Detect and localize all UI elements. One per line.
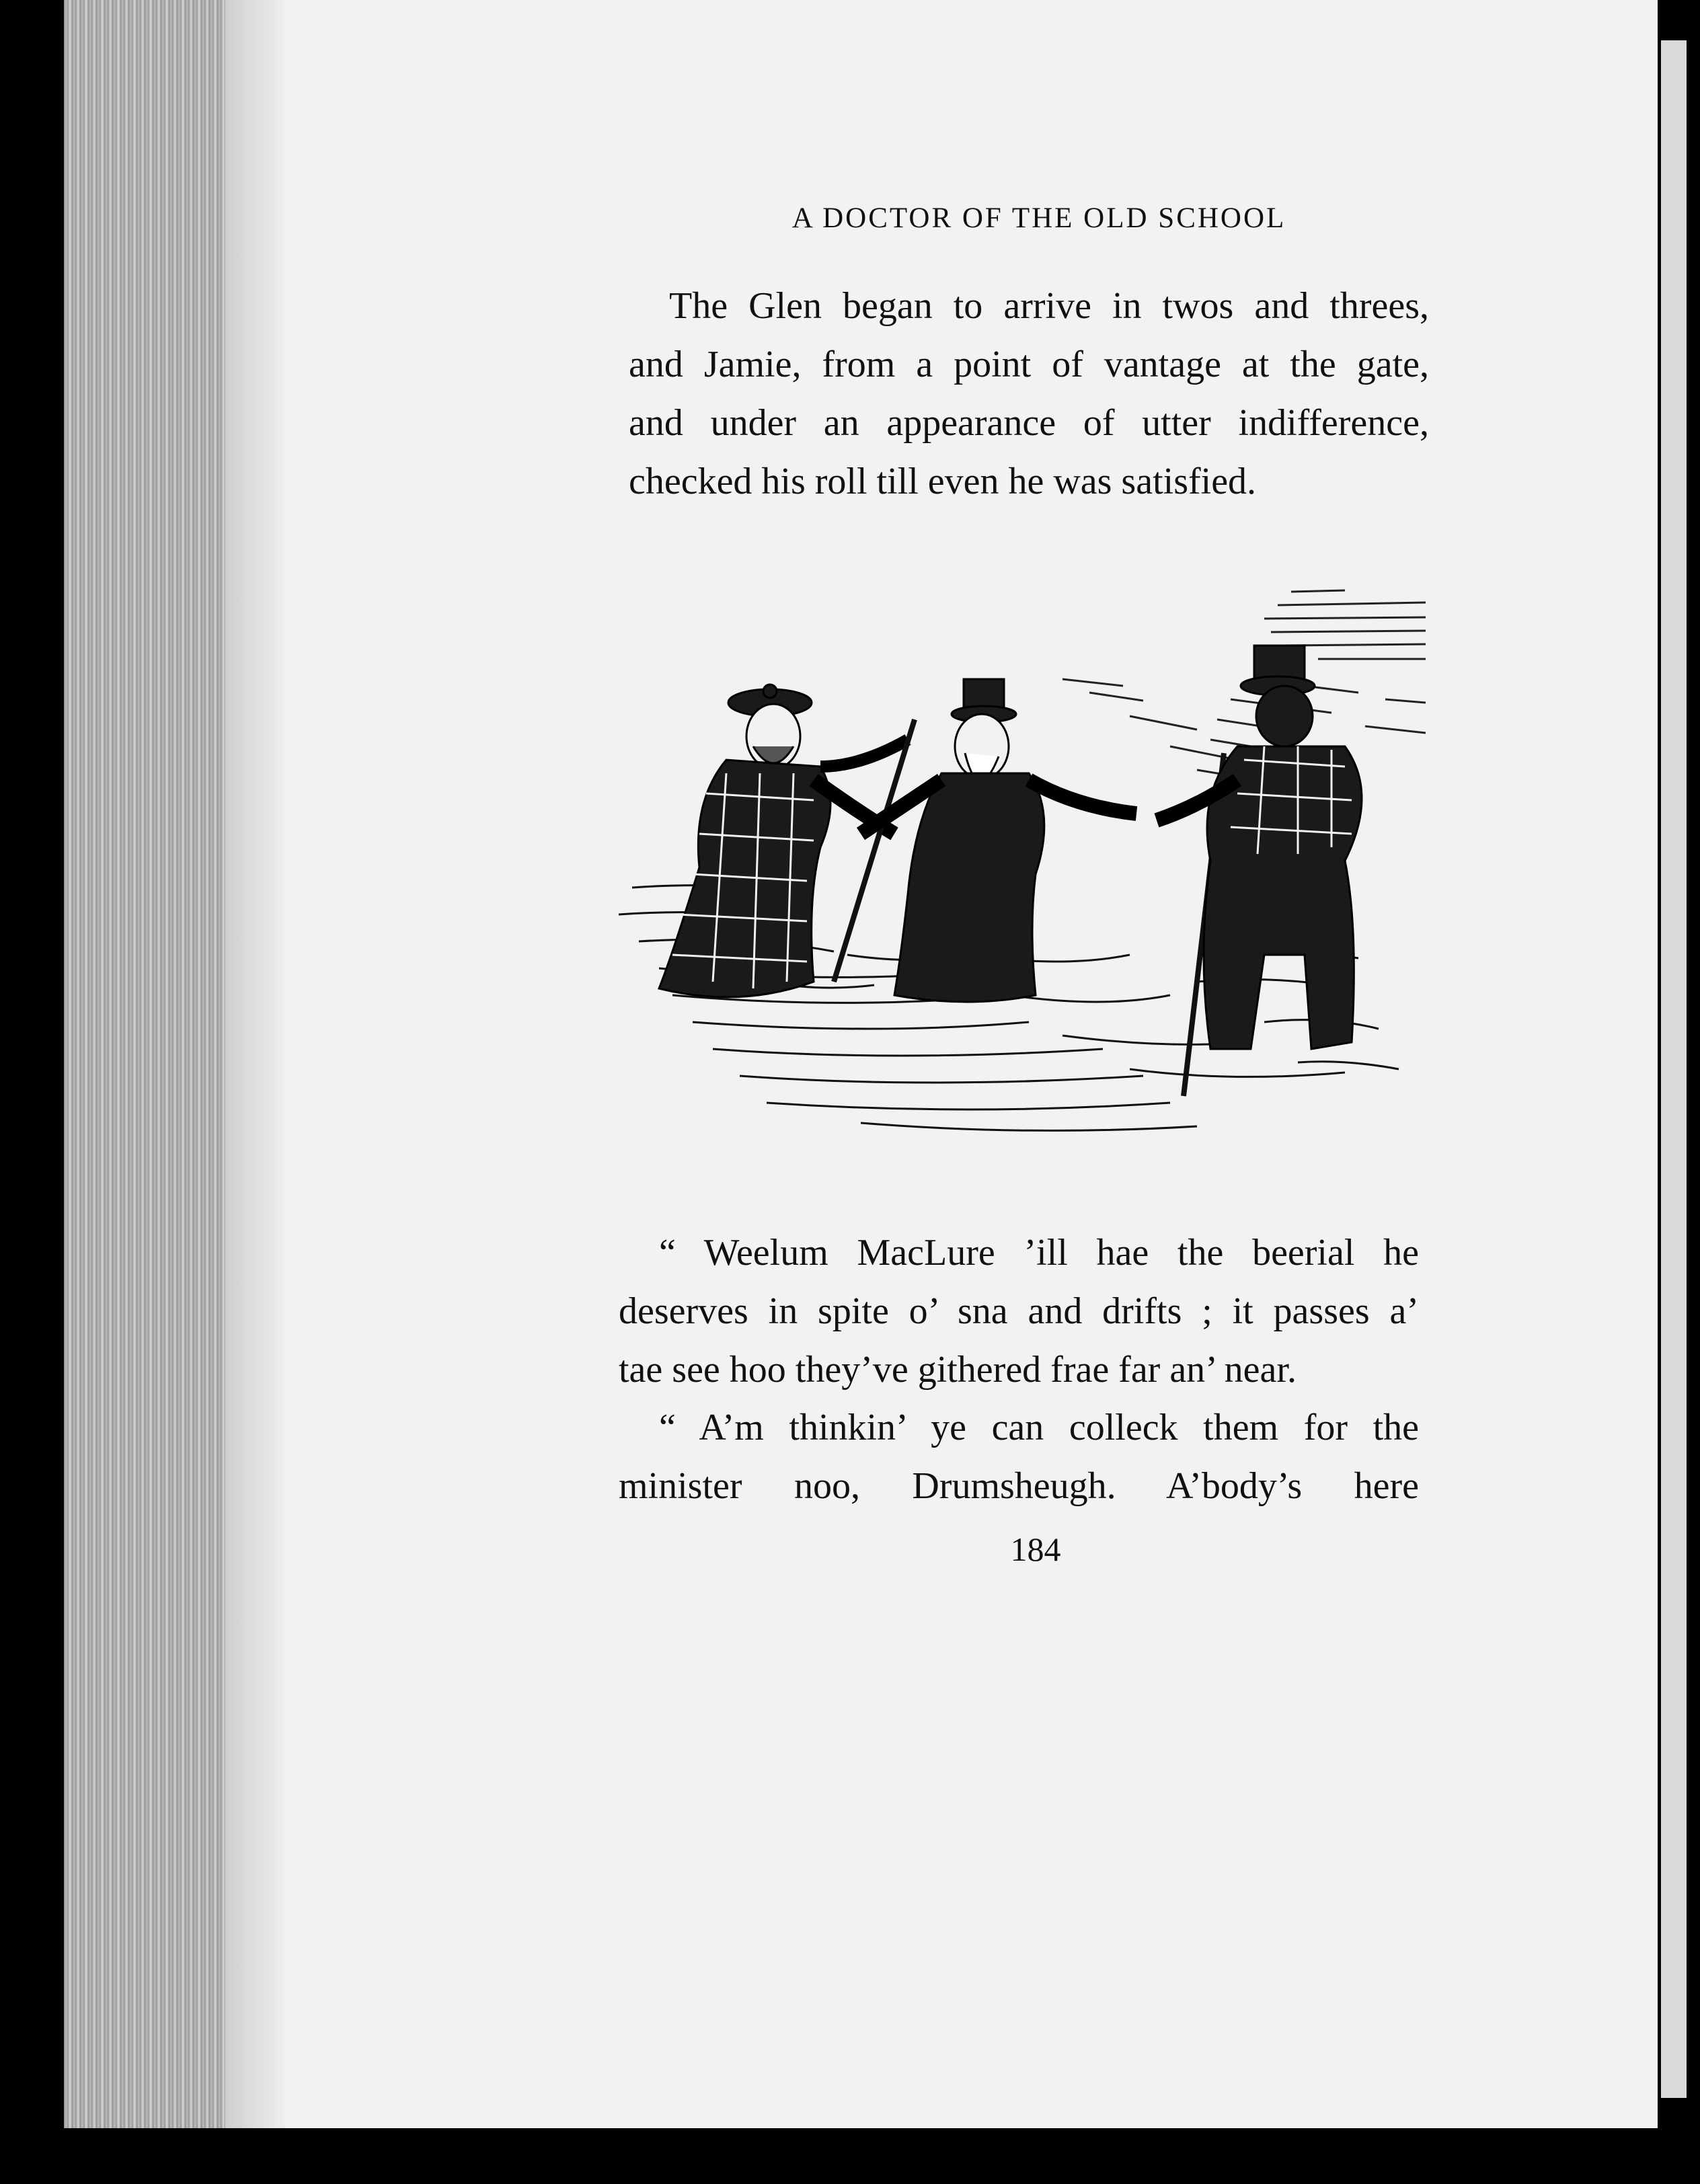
paragraph-3 xyxy=(619,1399,1419,1516)
text-line: The Glen began to arrive in twos and threes, xyxy=(669,285,1429,327)
paragraph-1 xyxy=(629,277,1429,511)
book-page-edges xyxy=(64,0,286,2128)
figure-middle-man xyxy=(861,679,1136,1002)
text-line: minister noo, Drumsheugh. A’body’s here xyxy=(619,1465,1419,1507)
river-crossing-illustration xyxy=(592,578,1432,1157)
text-line: “ Weelum MacLure ’ill hae the beerial he xyxy=(659,1232,1419,1274)
text-line: and under an appearance of utter indifference, xyxy=(629,402,1429,444)
paragraph-2 xyxy=(619,1224,1419,1399)
page-number: 184 xyxy=(1010,1530,1061,1568)
text-line: and Jamie, from a point of vantage at the gate, xyxy=(629,344,1429,385)
text-line: checked his roll till even he was satisfied. xyxy=(629,461,1257,502)
facing-page-edge xyxy=(1661,40,1687,2098)
text-line: deserves in spite o’ sna and drifts ; it passes a’ xyxy=(619,1290,1419,1332)
text-line: tae see hoo they’ve githered frae far an’ near. xyxy=(619,1349,1297,1391)
figure-left-man xyxy=(659,685,908,997)
running-head: A DOCTOR OF THE OLD SCHOOL xyxy=(791,202,1286,234)
text-line: “ A’m thinkin’ ye can colleck them for the xyxy=(659,1407,1419,1448)
